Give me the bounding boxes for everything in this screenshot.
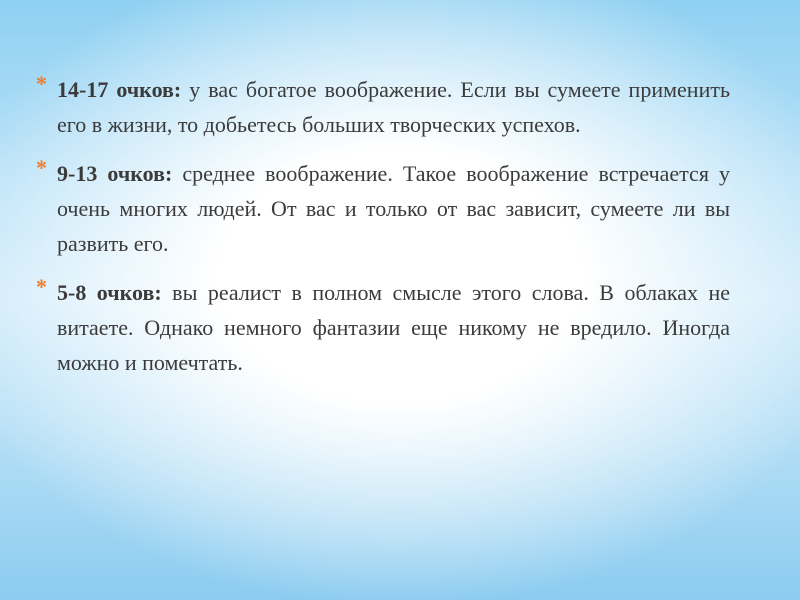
score-description: среднее воображение. Такое воображение встречается у очень многих людей. От вас и только от вас зависит, сумеете ли вы развить его. <box>57 161 730 256</box>
asterisk-bullet-icon: * <box>36 71 47 96</box>
score-description: вы реалист в полном смысле этого слова. В облаках не витаете. Однако немного фантазии еще никому не вредило. Иногда можно и помечтать. <box>57 280 730 375</box>
score-range-label: 14-17 очков: <box>57 77 182 102</box>
score-description: у вас богатое воображение. Если вы сумеете применить его в жизни, то добьетесь больших творческих успехов. <box>57 77 730 137</box>
list-item-score-14-17 <box>36 72 730 142</box>
asterisk-bullet-icon: * <box>36 274 47 299</box>
list-item-score-5-8 <box>36 275 730 380</box>
asterisk-bullet-icon: * <box>36 155 47 180</box>
score-range-label: 9-13 очков: <box>57 161 173 186</box>
score-range-label: 5-8 очков: <box>57 280 162 305</box>
list-item-score-9-13 <box>36 156 730 261</box>
bullet-list <box>36 72 730 394</box>
